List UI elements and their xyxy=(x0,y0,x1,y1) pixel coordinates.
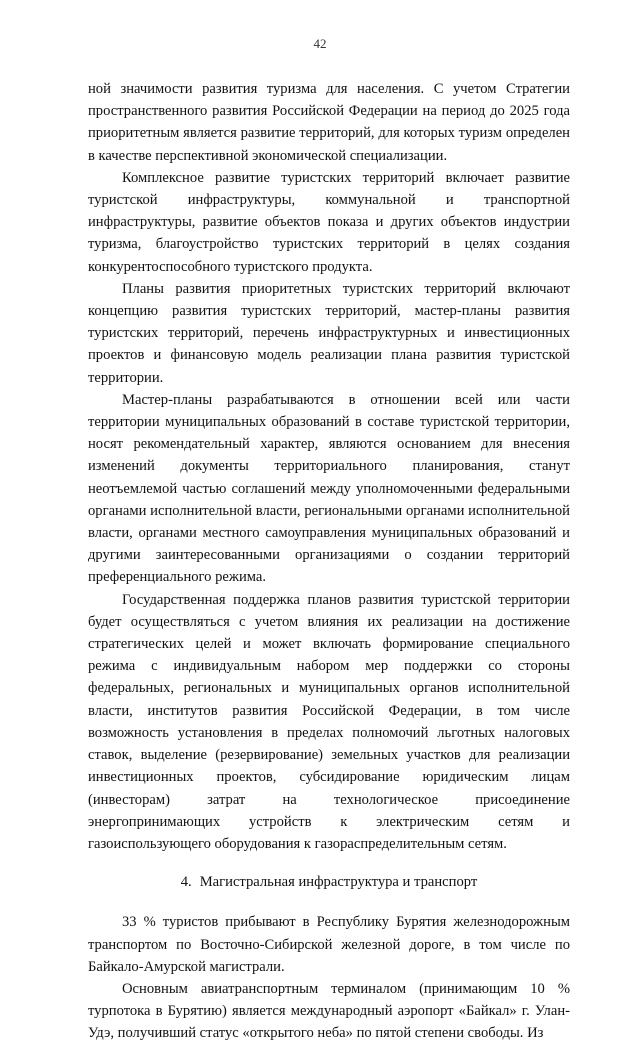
paragraph: 33 % туристов прибывают в Республику Бурятия железнодорожным транспортом по Восточно-Сибирской железной дороге, в том числе по Байкало-Амурской магистрали. xyxy=(88,914,570,975)
section-title: Магистральная инфраструктура и транспорт xyxy=(199,874,478,891)
paragraph: Планы развития приоритетных туристских территорий включают концепцию развития туристских территорий, мастер-планы развития туристских территорий, перечень инфраструктурных и инвестиционных проектов и финансовую модель реализации плана развития туристской территории. xyxy=(88,280,570,386)
paragraph: Государственная поддержка планов развития туристской территории будет осуществляться с учетом влияния их реализации на достижение стратегических целей и может включать формирование специального режима с индивидуальным набором мер поддержки со стороны федеральных, региональных и муниципальных органов исполнительной власти, институтов развития Российской Федерации, в том числе возможность установления в пределах полномочий льготных налоговых ставок, выделение (резервирование) земельных участков для реализации инвестиционных проектов, субсидирование юридическим лицам (инвесторам) затрат на технологическое присоединение энергопринимающих устройств к электрическим сетям и газоиспользующего оборудования к газораспределительным сетям. xyxy=(88,591,570,852)
body-text xyxy=(88,78,570,1045)
paragraph: Комплексное развитие туристских территорий включает развитие туристской инфраструктуры, коммунальной и транспортной инфраструктуры, развитие объектов показа и других объектов индустрии туризма, благоустройство туристских территорий в целях создания конкурентоспособного туристского продукта. xyxy=(88,169,570,275)
paragraph: Основным авиатранспортным терминалом (принимающим 10 % турпотока в Бурятию) является международный аэропорт «Байкал» г. Улан-Удэ, получивший статус «открытого неба» по пятой степени свободы. Из xyxy=(88,980,570,1042)
section-number: 4. xyxy=(180,874,192,891)
section-heading xyxy=(88,871,570,893)
page-number: 42 xyxy=(313,36,327,51)
paragraph: ной значимости развития туризма для населения. С учетом Стратегии пространственного развития Российской Федерации на период до 2025 года приоритетным является развитие территорий, для которых туризм определен в качестве перспективной экономической специализации. xyxy=(88,81,570,164)
paragraph: Мастер-планы разрабатываются в отношении всей или части территории муниципальных образований в составе туристской территории, носят рекомендательный характер, являются основанием для внесения изменений документы территориального планирования, станут неотъемлемой частью соглашений между уполномоченными федеральными органами исполнительной власти, региональными органами исполнительной власти, органами местного самоуправления муниципальных образований и другими заинтересованными организациями о создании территорий преференциального режима. xyxy=(88,391,570,586)
